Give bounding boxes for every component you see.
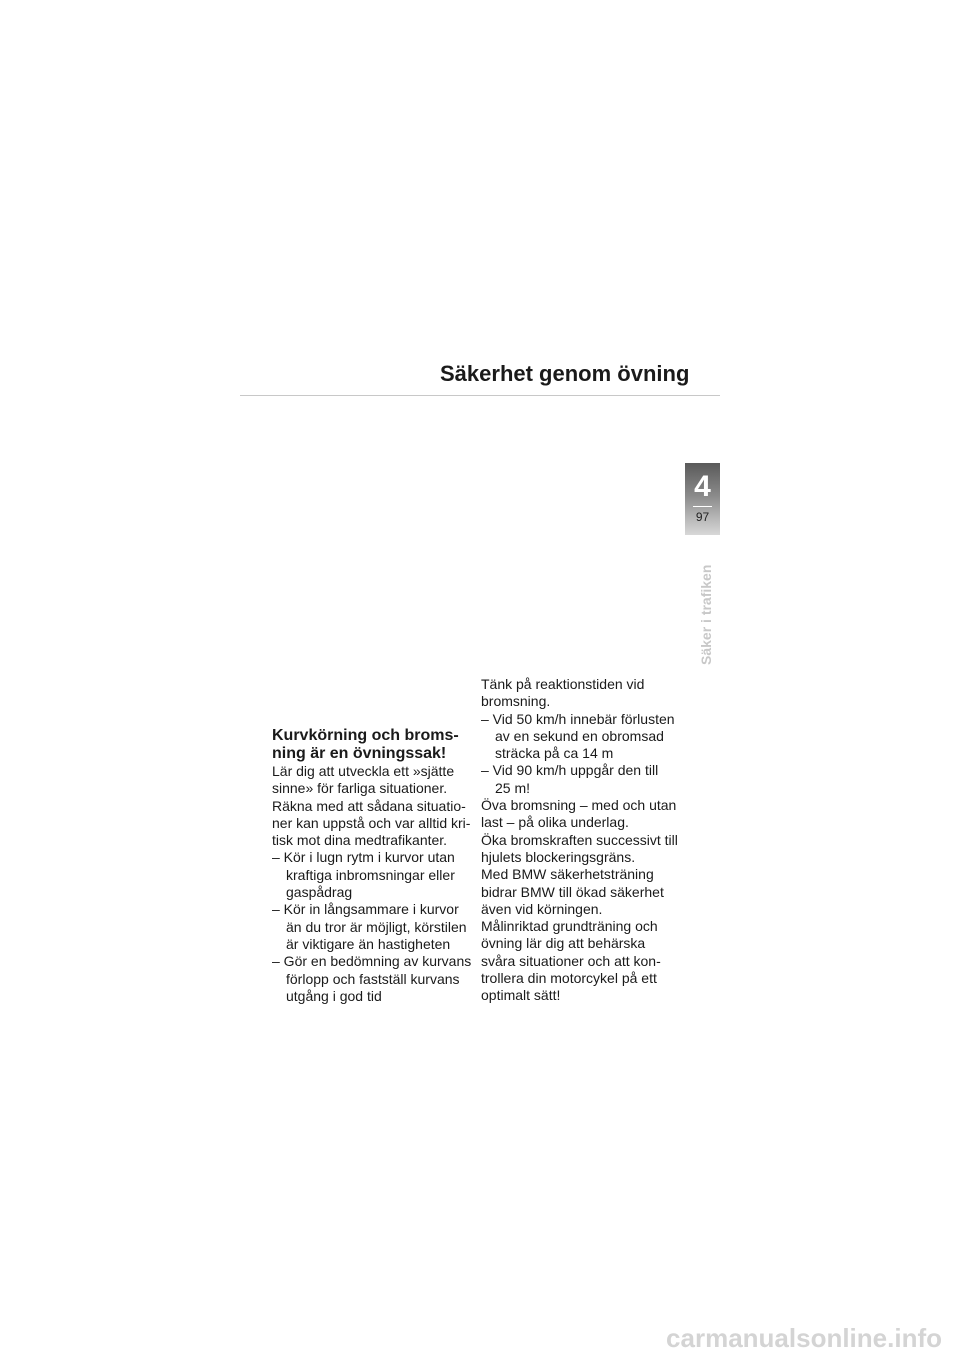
body-line: Tänk på reaktionstiden vid bbox=[481, 676, 645, 692]
heading-line: ning är en övningssak! bbox=[272, 744, 447, 762]
body-line: optimalt sätt! bbox=[481, 987, 561, 1004]
bullet-item bbox=[272, 953, 472, 1005]
bullet-line: är viktigare än hastigheten bbox=[286, 935, 451, 952]
bullet-item bbox=[481, 762, 681, 797]
heading-line: Kurvkörning och broms- bbox=[272, 727, 459, 744]
page-number: 97 bbox=[695, 510, 710, 524]
chapter-number: 4 bbox=[694, 470, 711, 503]
body-line: ner kan uppstå och var alltid kri- bbox=[272, 814, 471, 831]
bullet-line: – Gör en bedömning av kurvans bbox=[272, 953, 472, 970]
bullet-item bbox=[272, 901, 467, 953]
body-line: Målinriktad grundträning och bbox=[481, 918, 658, 935]
chapter-side-label: Säker i trafiken bbox=[698, 564, 714, 665]
body-line: trollera din motorcykel på ett bbox=[481, 970, 657, 987]
bullet-line: – Vid 90 km/h uppgår den till bbox=[481, 762, 659, 779]
body-line: svåra situationer och att kon- bbox=[481, 952, 661, 969]
bullet-line: – Kör i lugn rytm i kurvor utan bbox=[272, 849, 455, 866]
body-line: hjulets blockeringsgräns. bbox=[481, 848, 636, 865]
body-line: tisk mot dina medtrafikanter. bbox=[272, 832, 448, 849]
bullet-line: förlopp och fastställ kurvans bbox=[286, 970, 460, 987]
bullet-line: – Kör in långsammare i kurvor bbox=[272, 901, 459, 918]
body-line: Med BMW säkerhetsträning bbox=[481, 866, 654, 883]
left-column bbox=[272, 727, 472, 1005]
title-divider bbox=[240, 395, 720, 396]
body-line: Räkna med att sådana situatio- bbox=[272, 797, 466, 814]
section-heading bbox=[272, 727, 462, 762]
bullet-line: gaspådrag bbox=[286, 884, 353, 901]
bullet-line: 25 m! bbox=[495, 779, 531, 796]
body-line: sinne» för farliga situationer. bbox=[272, 780, 448, 797]
bullet-line: än du tror är möjligt, körstilen bbox=[286, 918, 467, 935]
bullet-line: – Vid 50 km/h innebär förlusten bbox=[481, 710, 675, 727]
body-line: Öva bromsning – med och utan bbox=[481, 797, 677, 814]
chapter-tab bbox=[685, 463, 720, 535]
body-line: last – på olika underlag. bbox=[481, 814, 629, 831]
bullet-line: sträcka på ca 14 m bbox=[495, 745, 614, 762]
body-line: övning lär dig att behärska bbox=[481, 935, 646, 952]
right-column bbox=[481, 676, 681, 1005]
watermark[interactable]: carmanualsonline.info bbox=[666, 1323, 942, 1353]
body-line: bidrar BMW till ökad säkerhet bbox=[481, 883, 664, 900]
body-line: även vid körningen. bbox=[481, 900, 603, 917]
bullet-line: av en sekund en obromsad bbox=[495, 727, 664, 744]
chapter-divider bbox=[693, 506, 712, 507]
page-title: Säkerhet genom övning bbox=[440, 361, 690, 386]
bullet-item bbox=[481, 711, 681, 763]
bullet-line: kraftiga inbromsningar eller bbox=[286, 866, 455, 883]
bullet-line: utgång i god tid bbox=[286, 987, 382, 1004]
bullet-item bbox=[272, 849, 462, 901]
body-line: Lär dig att utveckla ett »sjätte bbox=[272, 763, 455, 779]
body-line: bromsning. bbox=[481, 693, 551, 710]
body-line: Öka bromskraften successivt till bbox=[481, 831, 678, 848]
